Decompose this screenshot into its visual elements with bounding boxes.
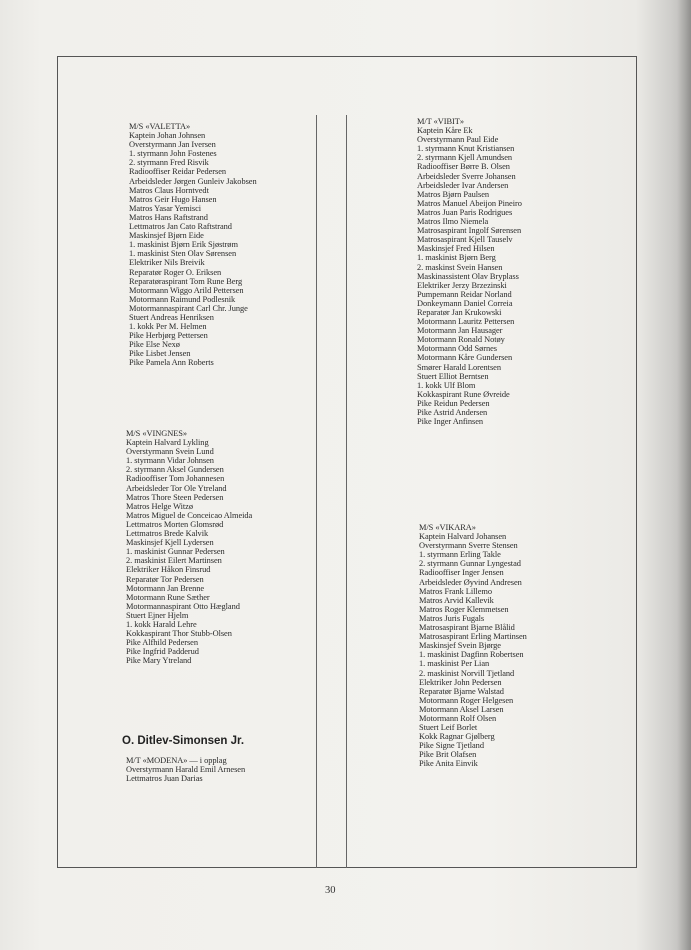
crew-member: Overstyrmann Paul Eide xyxy=(417,135,499,145)
crew-list-vibit xyxy=(417,126,522,426)
crew-member: Arbeidsleder Ivar Andersen xyxy=(417,180,509,190)
crew-member: 2. styrmann Fred Risvik xyxy=(129,158,209,168)
crew-member: 2. styrmann Aksel Gundersen xyxy=(126,465,224,475)
crew-member: Matrosaspirant Bjarne Blålid xyxy=(419,623,515,633)
crew-member: Elektriker Nils Breivik xyxy=(129,258,205,268)
crew-member: Radiooffiser Tom Johannesen xyxy=(126,474,225,484)
crew-member: Elektriker Håkon Finsrud xyxy=(126,565,211,575)
crew-member: Pike Pamela Ann Roberts xyxy=(129,358,214,368)
crew-member: 2. styrmann Kjell Amundsen xyxy=(417,153,513,163)
crew-member: Matros Manuel Abeijon Pineiro xyxy=(417,198,522,208)
crew-member: Elektriker John Pedersen xyxy=(419,677,502,687)
crew-member: Kokk Ragnar Gjølberg xyxy=(419,732,495,742)
crew-member: Donkeymann Daniel Correia xyxy=(417,298,513,308)
crew-member: Kaptein Halvard Johansen xyxy=(419,532,507,542)
crew-member: Motormann Ronald Notøy xyxy=(417,335,505,345)
crew-member: Maskinsjef Fred Hilsen xyxy=(417,244,495,254)
crew-member: Maskinsjef Kjell Lydersen xyxy=(126,538,214,548)
crew-list-valetta xyxy=(129,131,257,367)
ship-title-vibit: M/T «VIBIT» xyxy=(417,117,464,126)
crew-member: Motormann Wiggo Arild Pettersen xyxy=(129,285,244,295)
crew-list-vingnes xyxy=(126,438,252,665)
crew-member: Pike Signe Tjetland xyxy=(419,741,484,751)
crew-member: Matros Juan Paris Rodrigues xyxy=(417,207,513,217)
crew-member: Pike Reidun Pedersen xyxy=(417,398,490,408)
crew-member: Motormannaspirant Carl Chr. Junge xyxy=(129,303,248,313)
crew-member: Pike Ingfrid Padderud xyxy=(126,647,199,657)
crew-member: Kokkaspirant Thor Stubb-Olsen xyxy=(126,629,232,639)
column-divider-right xyxy=(346,115,347,868)
crew-member: 1. kokk Harald Lehre xyxy=(126,619,197,629)
crew-member: Maskinassistent Olav Bryplass xyxy=(417,271,519,281)
crew-member: Maskinsjef Bjørn Eide xyxy=(129,231,204,241)
crew-member: 1. maskinist Bjørn Erik Sjøstrøm xyxy=(129,240,238,250)
column-divider-left xyxy=(316,115,317,868)
crew-member: Matros Geir Hugo Hansen xyxy=(129,194,217,204)
crew-member: Motormann Raimund Podlesnik xyxy=(129,294,236,304)
crew-member: Reparatør Jan Krukowski xyxy=(417,307,502,317)
crew-member: Lettmatros Jan Cato Raftstrand xyxy=(129,222,232,232)
crew-member: 1. styrmann John Fostenes xyxy=(129,149,217,159)
crew-member: 1. maskinist Sten Olav Sørensen xyxy=(129,249,237,259)
crew-member: Pike Herbjørg Pettersen xyxy=(129,331,208,341)
crew-member: Matrosaspirant Ingolf Sørensen xyxy=(417,226,522,236)
company-heading: O. Ditlev-Simonsen Jr. xyxy=(122,735,245,747)
crew-member: Matrosaspirant Erling Martinsen xyxy=(419,632,527,642)
crew-member: Matros Ilmo Niemela xyxy=(417,217,489,227)
section-vikara xyxy=(419,523,527,769)
crew-member: Pumpemann Reidar Norland xyxy=(417,289,512,299)
crew-member: Overstyrmann Harald Emil Arnesen xyxy=(126,765,246,775)
crew-member: Stuert Andreas Henriksen xyxy=(129,312,214,322)
crew-member: Smører Harald Lorentsen xyxy=(417,362,501,372)
crew-member: Arbeidsleder Tor Ole Ytreland xyxy=(126,483,227,493)
crew-member: Pike Anita Einvik xyxy=(419,759,478,769)
crew-member: Matros Thore Steen Pedersen xyxy=(126,492,224,502)
crew-member: Maskinsjef Svein Bjørge xyxy=(419,641,501,651)
ship-title-vingnes: M/S «VINGNES» xyxy=(126,429,188,438)
crew-member: Matros Miguel de Conceicao Almeida xyxy=(126,510,253,520)
crew-member: Kaptein Kåre Ek xyxy=(417,126,473,136)
crew-member: Pike Else Nexø xyxy=(129,340,180,350)
crew-member: Overstyrmann Sverre Stensen xyxy=(419,541,518,551)
crew-member: Motormann Lauritz Pettersen xyxy=(417,317,515,327)
crew-member: Motormann Jan Brenne xyxy=(126,583,205,593)
crew-member: Motormann Rune Sæther xyxy=(126,592,210,602)
crew-member: Matros Hans Raftstrand xyxy=(129,212,208,222)
crew-member: Elektriker Jerzy Brzezinski xyxy=(417,280,507,290)
crew-member: Pike Alfhild Pedersen xyxy=(126,638,198,648)
crew-member: Reparatør Tor Pedersen xyxy=(126,574,204,584)
crew-member: Matros Helge Witzø xyxy=(126,501,193,511)
crew-member: 1. kokk Per M. Helmen xyxy=(129,322,207,332)
crew-member: Motormann Jan Hausager xyxy=(417,326,503,336)
crew-member: Matros Frank Lillemo xyxy=(419,586,492,596)
crew-member: Lettmatros Juan Darias xyxy=(126,774,203,784)
crew-member: 2. maskinist Eilert Martinsen xyxy=(126,556,222,566)
section-vingnes xyxy=(126,429,252,665)
crew-member: Radiooffiser Reidar Pedersen xyxy=(129,167,227,177)
crew-member: Arbeidsleder Sverre Johansen xyxy=(417,171,516,181)
crew-member: Overstyrmann Svein Lund xyxy=(126,447,214,457)
crew-member: 1. styrmann Erling Takle xyxy=(419,550,501,560)
crew-member: Stuert Ejner Hjelm xyxy=(126,610,189,620)
crew-member: Reparatør Bjarne Walstad xyxy=(419,686,504,696)
crew-member: Lettmatros Brede Kalvik xyxy=(126,529,209,539)
crew-member: Pike Astrid Andersen xyxy=(417,408,488,417)
crew-member: Motormannaspirant Otto Hægland xyxy=(126,601,240,611)
crew-member: Radiooffiser Børre B. Olsen xyxy=(417,162,510,172)
section-modena xyxy=(126,756,245,783)
crew-member: Matros Juris Fugals xyxy=(419,613,485,623)
binding-shadow xyxy=(677,0,691,950)
section-valetta xyxy=(129,122,257,368)
crew-member: Pike Mary Ytreland xyxy=(126,656,192,666)
crew-member: Stuert Elliot Berntsen xyxy=(417,371,489,381)
crew-member: Motormann Kåre Gundersen xyxy=(417,353,513,363)
ship-title-valetta: M/S «VALETTA» xyxy=(129,122,191,131)
crew-member: Matros Arvid Kallevik xyxy=(419,595,494,605)
page-number: 30 xyxy=(325,885,336,896)
crew-member: 1. maskinist Gunnar Pedersen xyxy=(126,547,225,557)
crew-member: Reparatør Roger O. Eriksen xyxy=(129,267,222,277)
crew-member: 1. maskinist Bjørn Berg xyxy=(417,253,496,263)
crew-member: Matrosaspirant Kjell Tauselv xyxy=(417,235,513,245)
crew-member: Kokkaspirant Rune Øvreide xyxy=(417,389,510,399)
crew-member: Matros Bjørn Paulsen xyxy=(417,189,490,199)
crew-member: 2. maskinist Norvill Tjetland xyxy=(419,668,515,678)
crew-member: Overstyrmann Jan Iversen xyxy=(129,140,216,150)
crew-member: Lettmatros Morten Glomsrød xyxy=(126,519,224,529)
section-vibit xyxy=(417,117,522,426)
crew-member: 1. maskinist Dagfinn Robertsen xyxy=(419,650,524,660)
crew-member: Motormann Odd Sørnes xyxy=(417,344,497,354)
crew-member: 1. maskinist Per Lian xyxy=(419,659,490,669)
crew-member: Motormann Aksel Larsen xyxy=(419,704,504,714)
crew-member: 1. styrmann Knut Kristiansen xyxy=(417,144,515,154)
crew-list-modena xyxy=(126,765,245,783)
crew-member: Pike Lisbet Jensen xyxy=(129,349,191,359)
crew-member: Motormann Roger Helgesen xyxy=(419,695,514,705)
crew-member: Pike Inger Anfinsen xyxy=(417,417,484,427)
crew-member: Arbeidsleder Øyvind Andresen xyxy=(419,577,522,587)
crew-member: Pike Brit Olafsen xyxy=(419,750,477,760)
crew-member: Matros Yasar Yemisci xyxy=(129,203,202,213)
crew-member: 2. maskinst Svein Hansen xyxy=(417,262,503,272)
crew-member: Kaptein Johan Johnsen xyxy=(129,131,206,141)
crew-member: Kaptein Halvard Lykling xyxy=(126,438,209,448)
crew-member: Matros Claus Horntvedt xyxy=(129,185,209,195)
crew-member: Reparatøraspirant Tom Rune Berg xyxy=(129,276,243,286)
ship-title-modena: M/T «MODENA» — i opplag xyxy=(126,756,227,765)
crew-member: 2. styrmann Gunnar Lyngestad xyxy=(419,559,521,569)
crew-member: 1. kokk Ulf Blom xyxy=(417,380,476,390)
crew-member: Matros Roger Klemmetsen xyxy=(419,604,509,614)
crew-member: Radiooffiser Inger Jensen xyxy=(419,568,504,578)
crew-member: 1. styrmann Vidar Johnsen xyxy=(126,456,214,466)
crew-member: Arbeidsleder Jørgen Gunleiv Jakobsen xyxy=(129,176,257,186)
crew-list-vikara xyxy=(419,532,527,768)
ship-title-vikara: M/S «VIKARA» xyxy=(419,523,476,532)
crew-member: Motormann Rolf Olsen xyxy=(419,713,497,723)
crew-member: Stuert Leif Borlet xyxy=(419,723,478,733)
